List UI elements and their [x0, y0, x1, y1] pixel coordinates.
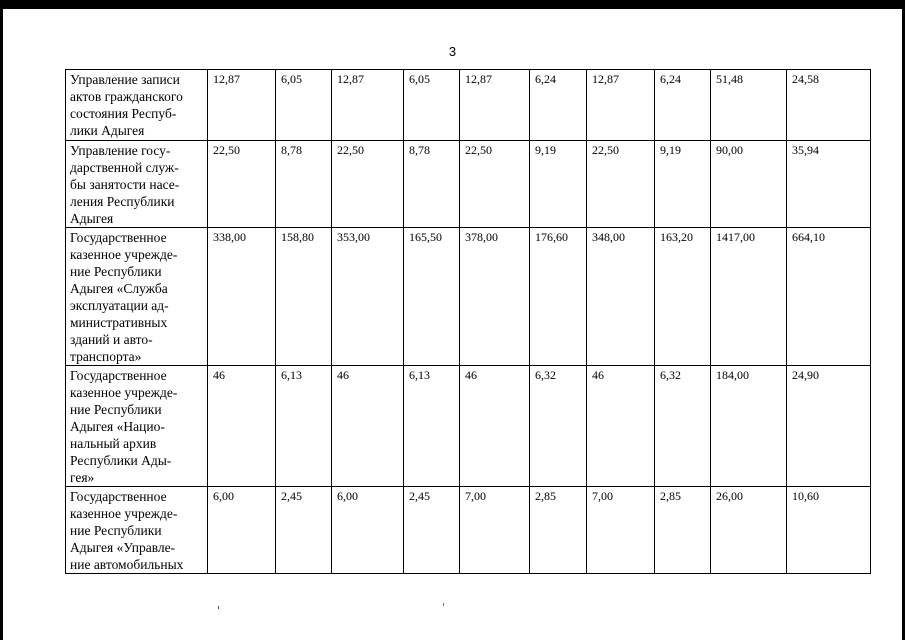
value-cell: 9,19	[530, 141, 587, 228]
scan-border-left	[0, 0, 3, 640]
organization-name-cell	[66, 228, 208, 366]
value-cell: 6,24	[530, 70, 587, 141]
value-cell: 46	[460, 366, 530, 487]
value-cell: 7,00	[587, 487, 655, 574]
table-row	[66, 487, 871, 574]
value-cell: 6,32	[530, 366, 587, 487]
organization-name-line: Адыгея «Управле-	[70, 540, 176, 555]
value-cell: 7,00	[460, 487, 530, 574]
value-cell: 2,45	[276, 487, 332, 574]
organization-name-line: ние Республики	[70, 523, 162, 538]
value-cell: 90,00	[711, 141, 787, 228]
organization-name-line: министративных	[70, 315, 168, 330]
value-cell: 2,85	[530, 487, 587, 574]
organization-name-line: Государственное	[70, 230, 167, 245]
organization-name-cell	[66, 141, 208, 228]
value-cell: 6,00	[208, 487, 276, 574]
organization-name-line: бы занятости насе-	[70, 177, 180, 192]
organization-name-line: Государственное	[70, 368, 167, 383]
organization-name-line: лики Адыгея	[70, 123, 145, 138]
table-row	[66, 366, 871, 487]
organization-name-line: Государственное	[70, 489, 167, 504]
value-cell: 2,85	[655, 487, 711, 574]
organization-name-line: ления Республики	[70, 194, 175, 209]
value-cell: 35,94	[787, 141, 871, 228]
value-cell: 338,00	[208, 228, 276, 366]
value-cell: 12,87	[208, 70, 276, 141]
value-cell: 8,78	[276, 141, 332, 228]
value-cell: 6,32	[655, 366, 711, 487]
value-cell: 24,90	[787, 366, 871, 487]
value-cell: 2,45	[404, 487, 460, 574]
organization-name-line: Управление записи	[70, 72, 180, 87]
organization-name-line: ние Республики	[70, 402, 162, 417]
organization-name-line: гея»	[70, 470, 95, 485]
value-cell: 348,00	[587, 228, 655, 366]
table-body	[66, 70, 871, 574]
value-cell: 664,10	[787, 228, 871, 366]
scan-speck	[443, 603, 444, 606]
value-cell: 6,24	[655, 70, 711, 141]
organization-name-line: дарственной служ-	[70, 160, 179, 175]
value-cell: 176,60	[530, 228, 587, 366]
table-row	[66, 70, 871, 141]
value-cell: 26,00	[711, 487, 787, 574]
organization-name-line: Адыгея «Нацио-	[70, 419, 165, 434]
value-cell: 6,00	[332, 487, 404, 574]
value-cell: 353,00	[332, 228, 404, 366]
value-cell: 184,00	[711, 366, 787, 487]
value-cell: 6,13	[276, 366, 332, 487]
organization-name-line: Адыгея	[70, 211, 114, 226]
value-cell: 51,48	[711, 70, 787, 141]
table-row	[66, 228, 871, 366]
organization-name-line: ние автомобильных	[70, 557, 184, 572]
organization-name-line: транспорта»	[70, 349, 142, 364]
value-cell: 9,19	[655, 141, 711, 228]
value-cell: 12,87	[587, 70, 655, 141]
budget-table	[65, 69, 871, 574]
organization-name-cell	[66, 487, 208, 574]
organization-name-line: Республики Ады-	[70, 453, 172, 468]
value-cell: 6,05	[404, 70, 460, 141]
organization-name-line: зданий и авто-	[70, 332, 153, 347]
value-cell: 46	[587, 366, 655, 487]
organization-name-cell	[66, 70, 208, 141]
value-cell: 6,05	[276, 70, 332, 141]
value-cell: 6,13	[404, 366, 460, 487]
table-row	[66, 141, 871, 228]
value-cell: 22,50	[460, 141, 530, 228]
organization-name-line: актов гражданского	[70, 89, 183, 104]
value-cell: 46	[208, 366, 276, 487]
value-cell: 10,60	[787, 487, 871, 574]
organization-name-line: нальный архив	[70, 436, 157, 451]
value-cell: 22,50	[587, 141, 655, 228]
value-cell: 378,00	[460, 228, 530, 366]
value-cell: 12,87	[332, 70, 404, 141]
organization-name-line: эксплуатации ад-	[70, 298, 169, 313]
organization-name-cell	[66, 366, 208, 487]
organization-name-line: состояния Респуб-	[70, 106, 177, 121]
organization-name-line: казенное учрежде-	[70, 247, 178, 262]
scan-border-top	[0, 0, 905, 9]
value-cell: 22,50	[332, 141, 404, 228]
value-cell: 158,80	[276, 228, 332, 366]
page-number: 3	[448, 44, 457, 59]
scan-speck	[218, 606, 219, 609]
organization-name-line: Управление госу-	[70, 143, 171, 158]
value-cell: 12,87	[460, 70, 530, 141]
organization-name-line: казенное учрежде-	[70, 385, 178, 400]
value-cell: 24,58	[787, 70, 871, 141]
organization-name-line: казенное учрежде-	[70, 506, 178, 521]
organization-name-line: Адыгея «Служба	[70, 281, 168, 296]
value-cell: 46	[332, 366, 404, 487]
value-cell: 22,50	[208, 141, 276, 228]
value-cell: 163,20	[655, 228, 711, 366]
value-cell: 8,78	[404, 141, 460, 228]
value-cell: 165,50	[404, 228, 460, 366]
organization-name-line: ние Республики	[70, 264, 162, 279]
value-cell: 1417,00	[711, 228, 787, 366]
